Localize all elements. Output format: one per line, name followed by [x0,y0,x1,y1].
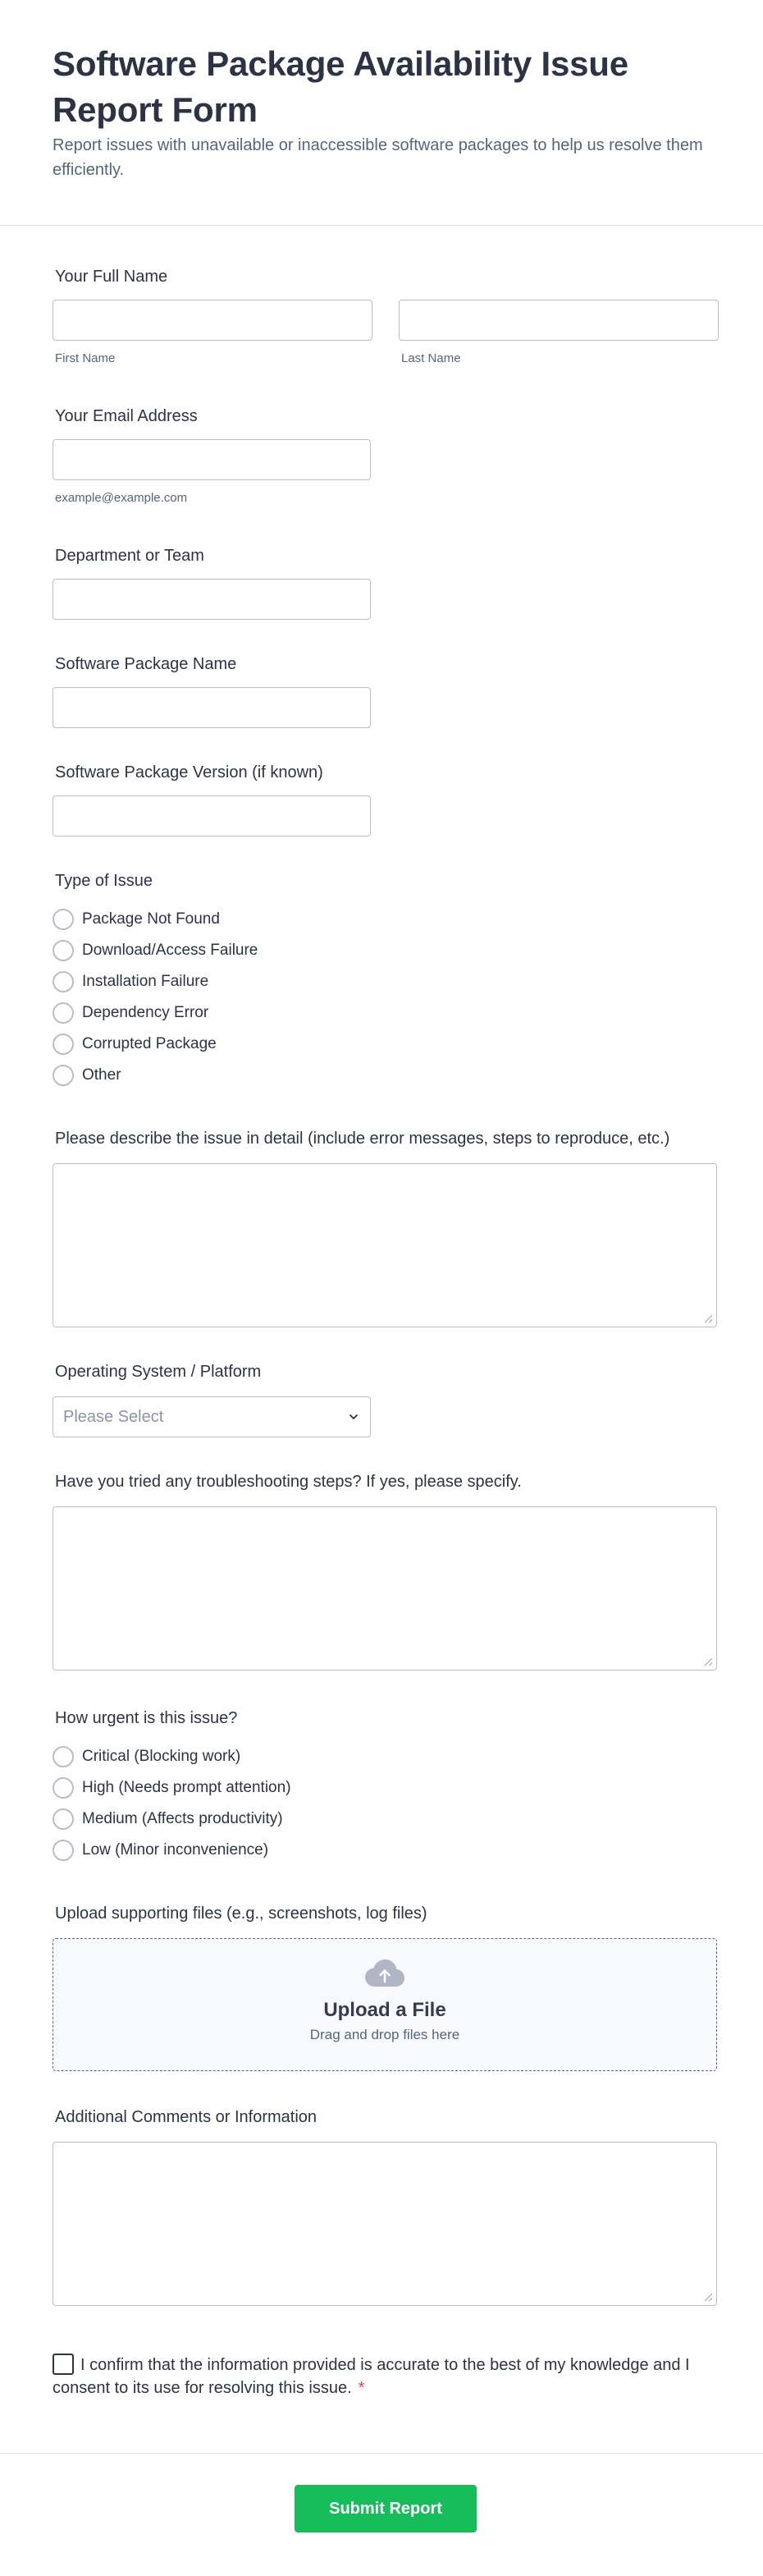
upload-title: Upload a File [323,1999,446,2021]
comments-question [53,2106,710,2306]
issue-type-question [53,869,710,1091]
description-textarea[interactable] [53,1163,717,1327]
issue-type-option-not-found[interactable] [53,904,710,935]
consent-question [53,2354,710,2400]
issue-type-option-download-failure[interactable] [53,935,710,966]
package-version-input[interactable] [53,795,371,837]
last-name-sublabel: Last Name [401,351,461,365]
radio-button[interactable] [53,1777,74,1799]
radio-button[interactable] [53,909,74,930]
department-question [53,544,710,620]
radio-label: Dependency Error [82,1004,209,1021]
radio-label: Low (Minor inconvenience) [82,1841,269,1859]
radio-label: Critical (Blocking work) [82,1748,241,1765]
full-name-question [53,265,710,367]
urgency-label: How urgent is this issue? [55,1709,238,1727]
description-question [53,1127,710,1327]
urgency-options [53,1741,710,1866]
troubleshooting-label: Have you tried any troubleshooting steps? If yes, please specify. [55,1473,522,1491]
upload-question [53,1902,710,2071]
radio-button[interactable] [53,940,74,961]
os-label: Operating System / Platform [55,1363,262,1381]
consent-block [53,2354,710,2400]
urgency-question [53,1707,710,1866]
package-name-label: Software Package Name [55,655,237,673]
issue-type-option-installation-failure[interactable] [53,966,710,997]
radio-button[interactable] [53,1840,74,1861]
radio-label: Other [82,1066,121,1084]
required-asterisk: * [358,2379,365,2397]
cloud-upload-icon [364,1959,405,1990]
issue-type-label: Type of Issue [55,872,153,890]
email-question [53,405,710,506]
consent-checkbox[interactable] [53,2354,74,2375]
resize-grip-icon[interactable] [705,2294,712,2301]
comments-label: Additional Comments or Information [55,2108,318,2126]
upload-subtitle: Drag and drop files here [309,2027,460,2042]
last-name-input[interactable] [399,300,719,341]
os-select[interactable] [53,1396,371,1437]
form-footer [0,2453,763,2576]
consent-text: I confirm that the information provided is accurate to the best of my knowledge and I consent to its use for resolving this issue. [53,2356,690,2397]
full-name-label: Your Full Name [55,268,168,286]
radio-button[interactable] [53,1746,74,1767]
issue-type-option-other[interactable] [53,1060,710,1091]
comments-textarea[interactable] [53,2142,717,2306]
radio-label: Installation Failure [82,973,209,990]
radio-button[interactable] [53,1034,74,1055]
package-name-question [53,653,710,728]
email-label: Your Email Address [55,407,198,425]
file-upload-dropzone[interactable] [53,1938,717,2071]
troubleshooting-question [53,1470,710,1671]
radio-label: Package Not Found [82,910,220,928]
radio-button[interactable] [53,1002,74,1024]
upload-label: Upload supporting files (e.g., screenshots, log files) [55,1904,427,1923]
email-sublabel: example@example.com [55,491,188,505]
radio-label: High (Needs prompt attention) [82,1779,291,1796]
os-select-placeholder: Please Select [63,1407,164,1426]
urgency-option-low[interactable] [53,1835,710,1866]
radio-label: Medium (Affects productivity) [82,1810,283,1827]
form-subtitle: Report issues with unavailable or inaccessible software packages to help us resolve them efficiently. [53,136,703,179]
urgency-option-critical[interactable] [53,1741,710,1772]
radio-label: Download/Access Failure [82,942,258,959]
resize-grip-icon[interactable] [705,1315,712,1322]
urgency-option-medium[interactable] [53,1804,710,1835]
submit-button[interactable]: Submit Report [295,2485,477,2532]
first-name-sublabel: First Name [55,351,116,365]
radio-label: Corrupted Package [82,1035,217,1052]
resize-grip-icon[interactable] [705,1658,712,1666]
form-title: Software Package Availability Issue Report Form [53,44,628,129]
radio-button[interactable] [53,1808,74,1830]
radio-button[interactable] [53,1065,74,1086]
package-version-question [53,761,710,837]
description-label: Please describe the issue in detail (include error messages, steps to reproduce, etc.) [55,1130,670,1148]
radio-button[interactable] [53,971,74,992]
package-version-label: Software Package Version (if known) [55,763,323,782]
urgency-option-high[interactable] [53,1772,710,1804]
form-body [0,265,763,2400]
first-name-input[interactable] [53,300,372,341]
troubleshooting-textarea[interactable] [53,1506,717,1671]
issue-type-options [53,904,710,1091]
department-input[interactable] [53,579,371,620]
email-input[interactable] [53,439,371,480]
issue-type-option-corrupted[interactable] [53,1029,710,1060]
package-name-input[interactable] [53,687,371,728]
form-header [0,0,763,226]
chevron-down-icon [349,1412,359,1422]
os-question [53,1360,710,1437]
department-label: Department or Team [55,547,204,565]
issue-type-option-dependency-error[interactable] [53,997,710,1029]
